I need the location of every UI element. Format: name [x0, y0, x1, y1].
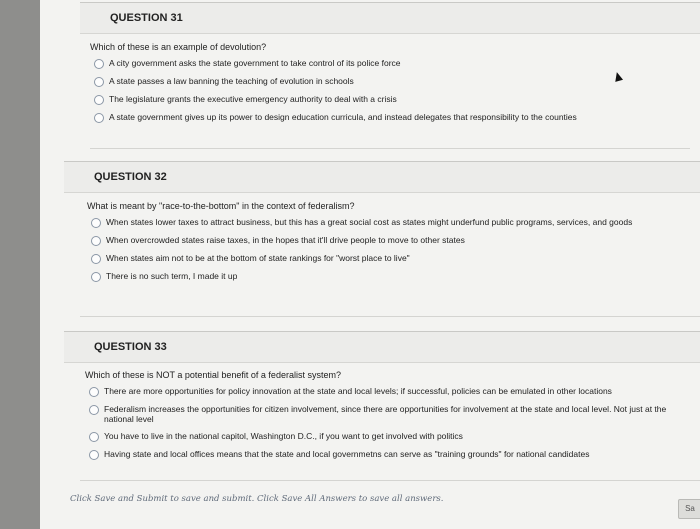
question-33-option-3[interactable]: You have to live in the national capitol, Washington D.C., if you want to get involved with politics [89, 431, 675, 442]
radio-button[interactable] [94, 95, 104, 105]
quiz-page [40, 0, 700, 529]
question-31-body [90, 42, 690, 130]
question-32-title: QUESTION 32 [94, 171, 167, 183]
question-33-option-1[interactable]: There are more opportunities for policy innovation at the state and local levels; if successful, policies can be emulated in other locations [89, 386, 675, 397]
question-31-prompt: Which of these is an example of devolution? [90, 42, 267, 52]
question-33-option-2[interactable]: Federalism increases the opportunities for citizen involvement, since there are opportunities for involvement at the state and local level. Not just at the national level [89, 404, 675, 424]
question-33-option-4[interactable]: Having state and local offices means that the state and local governmetns can serve as "training grounds" for national candidates [89, 449, 675, 460]
question-31-option-1[interactable]: A city government asks the state government to take control of its police force [94, 58, 690, 69]
question-31-header [80, 2, 700, 34]
question-32-prompt: What is meant by "race-to-the-bottom" in the context of federalism? [87, 201, 355, 211]
question-32-option-2[interactable]: When overcrowded states raise taxes, in the hopes that it'll drive people to move to other states [91, 235, 687, 246]
radio-button[interactable] [89, 432, 99, 442]
section-divider [90, 148, 690, 149]
radio-button[interactable] [94, 113, 104, 123]
save-button[interactable]: Sa [678, 499, 700, 519]
radio-button[interactable] [91, 254, 101, 264]
radio-button[interactable] [94, 77, 104, 87]
radio-button[interactable] [91, 272, 101, 282]
question-32-option-1[interactable]: When states lower taxes to attract business, but this has a great social cost as states might underfund public programs, services, and goods [91, 217, 687, 228]
question-32-option-3[interactable]: When states aim not to be at the bottom of state rankings for "worst place to live" [91, 253, 687, 264]
question-32-option-4[interactable]: There is no such term, I made it up [91, 271, 687, 282]
question-32-body [87, 201, 687, 289]
save-instructions: Click Save and Submit to save and submit. Click Save All Answers to save all answers. [70, 494, 444, 504]
question-32-header [64, 161, 700, 193]
radio-button[interactable] [89, 450, 99, 460]
radio-button[interactable] [91, 236, 101, 246]
radio-button[interactable] [89, 405, 99, 415]
left-background-edge [0, 0, 40, 529]
section-divider [80, 480, 700, 481]
section-divider [80, 316, 700, 317]
radio-button[interactable] [94, 59, 104, 69]
question-31-option-4[interactable]: A state government gives up its power to design education curricula, and instead delegates that responsibility to the counties [94, 112, 690, 123]
radio-button[interactable] [91, 218, 101, 228]
radio-button[interactable] [89, 387, 99, 397]
question-33-header [64, 331, 700, 363]
question-31-title: QUESTION 31 [110, 12, 183, 24]
question-33-body [85, 370, 675, 467]
question-33-title: QUESTION 33 [94, 341, 167, 353]
question-33-prompt: Which of these is NOT a potential benefit of a federalist system? [85, 370, 341, 380]
question-31-option-3[interactable]: The legislature grants the executive emergency authority to deal with a crisis [94, 94, 690, 105]
question-31-option-2[interactable]: A state passes a law banning the teaching of evolution in schools [94, 76, 690, 87]
